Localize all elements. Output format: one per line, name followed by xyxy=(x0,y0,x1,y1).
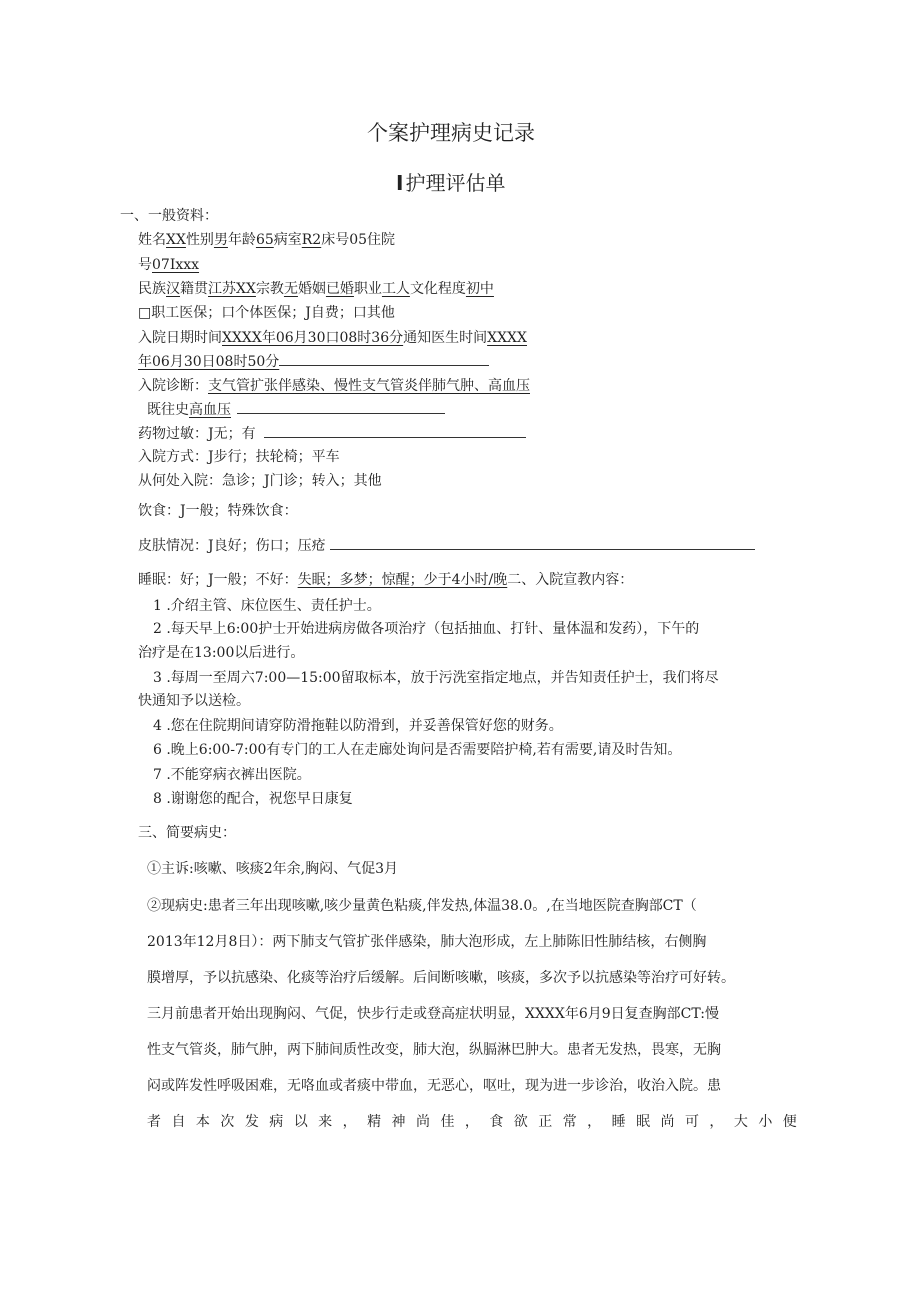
sleep-detail: 失眠；多梦；惊醒；少于4小时/晚 xyxy=(297,572,508,588)
diagnosis-value: 支气管扩张伴感染、慢性支气管炎伴肺气肿、高血压 xyxy=(208,378,530,394)
present-illness-last-line xyxy=(147,1113,797,1131)
char: 大 xyxy=(733,1114,748,1130)
edu-label: 文化程度 xyxy=(409,281,466,297)
sleep-line xyxy=(138,571,633,589)
admit-time-label: 入院日期时间 xyxy=(138,330,222,346)
allergy-line xyxy=(138,425,526,443)
education-item: 2 .每天早上6:00护士开始进病房做各项治疗（包括抽血、打针、量体温和发药），下午的 xyxy=(153,621,700,637)
history-value: 高血压 xyxy=(189,402,231,418)
bed-label: 床号 xyxy=(321,232,350,248)
admit-time-value: XXXX年06月30口08时36分 xyxy=(222,330,404,346)
present-illness-line: 2013年12月8日）：两下肺支气管扩张伴感染，肺大泡形成，左上肺陈旧性肺结核，右侧胸 xyxy=(147,934,707,950)
present-illness-line: 膜增厚，予以抗感染、化痰等治疗后缓解。后间断咳嗽，咳痰，多次予以抗感染等治疗可好转。 xyxy=(147,970,735,986)
page-title: 个案护理病史记录 xyxy=(367,121,535,145)
char: ， xyxy=(464,1114,479,1130)
admit-time-line xyxy=(138,329,527,347)
religion-value: 无 xyxy=(283,281,298,297)
ethnic-value: 汉 xyxy=(166,281,180,297)
blank-line xyxy=(279,353,489,366)
age-value: 65 xyxy=(255,232,274,248)
notify-value-2: 年06月30日08时50分 xyxy=(138,354,280,370)
char: 者 xyxy=(147,1114,161,1130)
char: 食 xyxy=(489,1114,504,1130)
char: 神 xyxy=(391,1114,406,1130)
admit-from-line: 从何处入院：急诊；J门诊；转入；其他 xyxy=(138,473,382,489)
char: 佳 xyxy=(440,1114,455,1130)
ethnic-label: 民族 xyxy=(138,281,166,297)
name-label: 姓名 xyxy=(138,232,166,248)
present-illness-line: 三月前患者开始出现胸闷、气促，快步行走或登高症状明显，XXXX年6月9日复查胸部CT:慢 xyxy=(147,1006,719,1022)
education-item-cont: 快通知予以送检。 xyxy=(138,693,250,709)
char: 来 xyxy=(318,1114,333,1130)
admit-mode-line: 入院方式：J步行；扶轮椅；平车 xyxy=(138,449,340,465)
education-item-cont: 治疗是在13:00以后进行。 xyxy=(138,645,305,661)
present-illness-line: ②现病史:患者三年出现咳嗽,咳少量黄色粘痰,伴发热,体温38.0。,在当地医院查胸部CT（ xyxy=(147,898,697,914)
present-illness-line: 闷或阵发性呼吸困难，无咯血或者痰中带血，无恶心，呕吐，现为进一步诊治，收治入院。患 xyxy=(147,1078,721,1094)
char: ， xyxy=(709,1114,724,1130)
marriage-value: 已婚 xyxy=(325,281,354,297)
skin-label: 皮肤情况：J良好；伤口；压疮 xyxy=(138,538,326,554)
char: 本 xyxy=(195,1114,210,1130)
gender-value: 男 xyxy=(213,232,228,248)
history-line xyxy=(147,401,445,419)
job-value: 工人 xyxy=(381,281,410,297)
char: 自 xyxy=(171,1114,186,1130)
job-label: 职业 xyxy=(353,281,382,297)
gender-label: 性别 xyxy=(185,232,214,248)
education-item: 4 .您在住院期间请穿防滑拖鞋以防滑到，并妥善保管好您的财务。 xyxy=(153,718,563,734)
basic-info-line-2 xyxy=(138,280,494,298)
char: ， xyxy=(342,1114,357,1130)
section1-heading: 一、一般资料： xyxy=(120,208,218,224)
admission-number-line xyxy=(138,256,199,274)
notify-label: 通知医生时间 xyxy=(403,330,488,346)
ward-value: R2 xyxy=(301,232,322,248)
char: 眠 xyxy=(636,1114,651,1130)
blank-line xyxy=(264,425,526,438)
education-item: 3 .每周一至周六7:00—15:00留取标本，放于污洗室指定地点，并告知责任护士，我们将尽 xyxy=(153,670,719,686)
present-illness-line: 性支气管炎，肺气肿，两下肺间质性改变，肺大泡，纵膈淋巴肿大。患者无发热，畏寒，无胸 xyxy=(147,1042,721,1058)
diagnosis-line xyxy=(138,377,530,395)
ward-label: 病室 xyxy=(273,232,302,248)
education-item: 6 .晚上6:00-7:00有专门的工人在走廊处询问是否需要陪护椅,若有需要,请及时告知。 xyxy=(153,742,682,758)
origin-value: 江苏XX xyxy=(208,281,256,297)
char: 欲 xyxy=(513,1114,528,1130)
notify-value-1: XXXX xyxy=(487,330,527,346)
origin-label: 籍贯 xyxy=(180,281,208,297)
notify-time-line xyxy=(138,353,489,371)
section2-heading: 二、入院宣教内容： xyxy=(507,572,634,588)
sleep-label: 睡眠：好；J一般；不好： xyxy=(138,572,298,588)
diet-line: 饮食：J一般；特殊饮食： xyxy=(138,503,298,519)
section3-heading: 三、简要病史： xyxy=(138,825,236,841)
char: 可 xyxy=(684,1114,699,1130)
religion-label: 宗教 xyxy=(255,281,284,297)
name-value: XX xyxy=(166,232,186,248)
char: 发 xyxy=(244,1114,259,1130)
subtitle xyxy=(396,171,505,195)
char: 常 xyxy=(562,1114,577,1130)
admit-label: 住院 xyxy=(367,232,396,248)
char: 正 xyxy=(538,1114,553,1130)
allergy-label: 药物过敏：J无；有 xyxy=(138,426,256,442)
bed-value: 05 xyxy=(349,232,368,248)
char: 尚 xyxy=(660,1114,675,1130)
age-label: 年龄 xyxy=(227,232,256,248)
char: 尚 xyxy=(415,1114,430,1130)
admit-no-label: 号 xyxy=(138,257,152,273)
subtitle-text: 护理评估单 xyxy=(405,171,506,195)
admit-no-value: 07Ixxx xyxy=(152,257,200,273)
blank-line xyxy=(237,401,445,414)
char: 精 xyxy=(367,1114,382,1130)
char: 便 xyxy=(782,1114,797,1130)
edu-value: 初中 xyxy=(465,281,494,297)
skin-line xyxy=(138,537,755,555)
education-item: 7 .不能穿病衣裤出医院。 xyxy=(153,767,311,783)
insurance-line: □职工医保；口个体医保；J自费；口其他 xyxy=(138,305,395,321)
char: 次 xyxy=(220,1114,235,1130)
marriage-label: 婚姻 xyxy=(297,281,326,297)
char: ， xyxy=(587,1114,602,1130)
education-item: 1 .介绍主管、床位医生、责任护士。 xyxy=(153,598,381,614)
char: 以 xyxy=(293,1114,308,1130)
char: 睡 xyxy=(611,1114,626,1130)
char: 病 xyxy=(269,1114,284,1130)
diagnosis-label: 入院诊断： xyxy=(138,378,208,394)
basic-info-line-1 xyxy=(138,231,395,249)
education-item: 8 .谢谢您的配合，祝您早日康复 xyxy=(153,791,353,807)
chief-complaint: ①主诉:咳嗽、咳痰2年余,胸闷、气促3月 xyxy=(147,861,398,877)
subtitle-mark: I xyxy=(396,171,404,195)
history-label: 既往史 xyxy=(147,402,189,418)
char: 小 xyxy=(758,1114,773,1130)
blank-line xyxy=(330,537,755,550)
